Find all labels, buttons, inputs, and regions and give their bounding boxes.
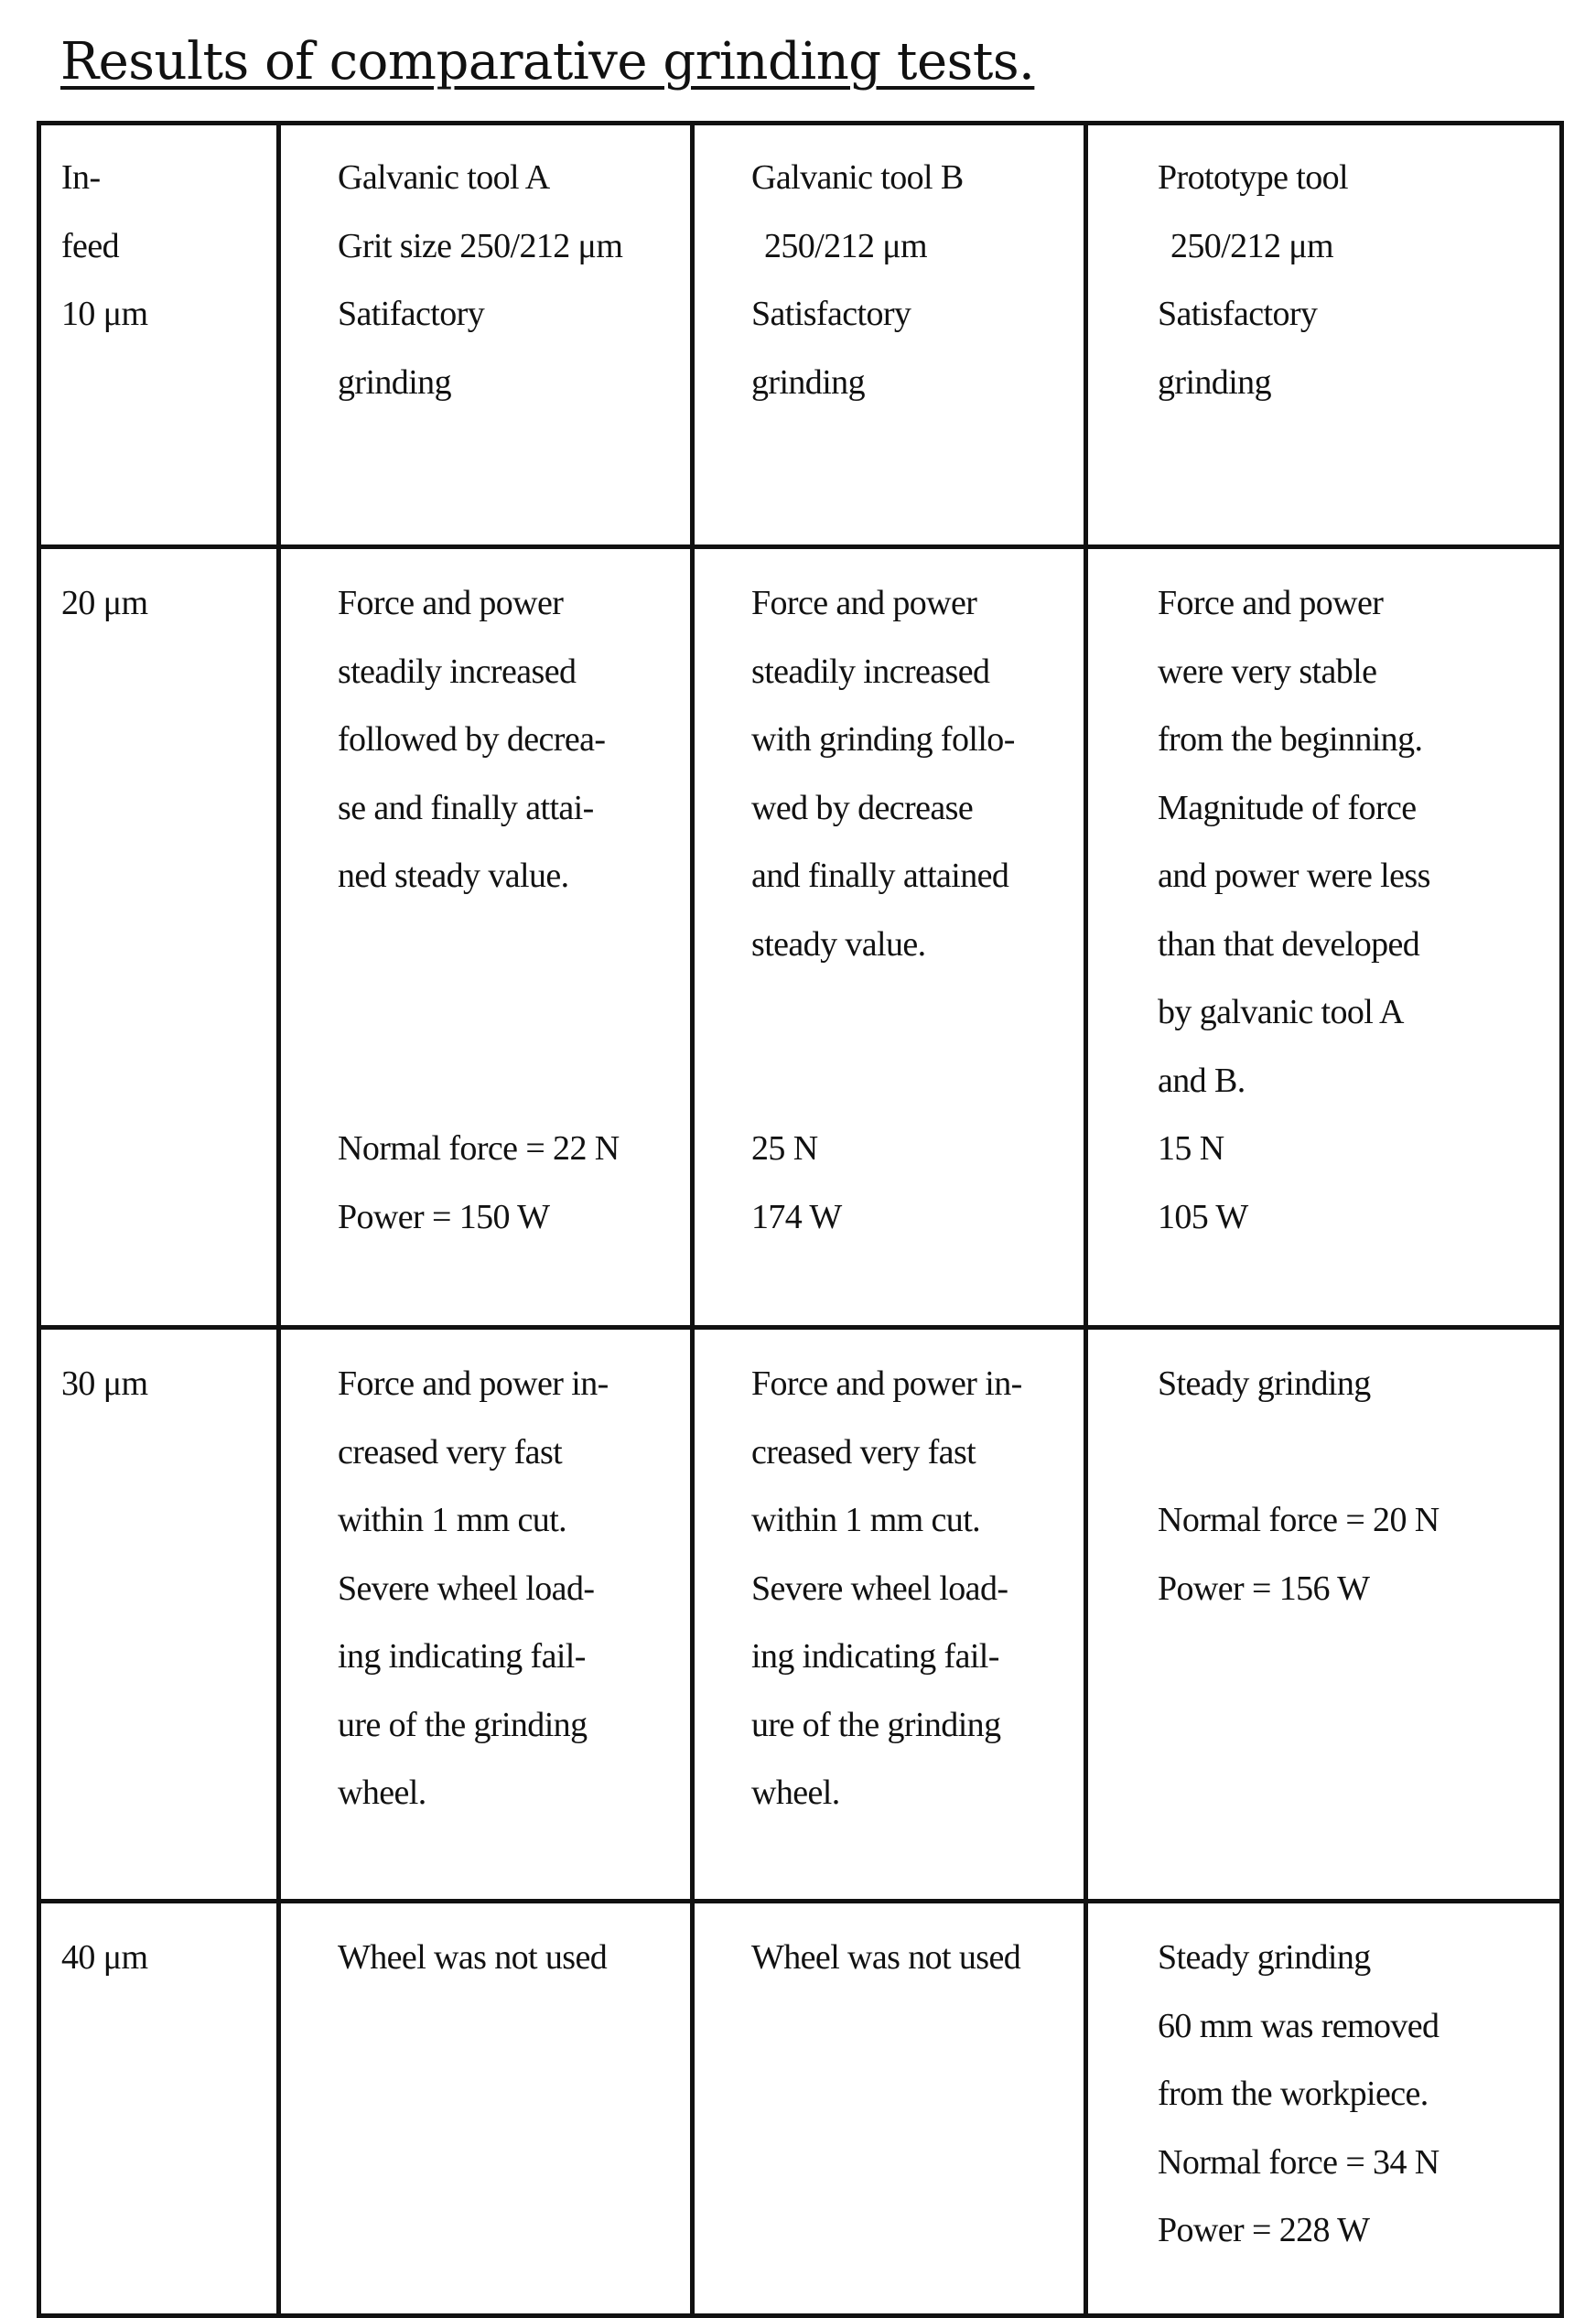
- tool-b-cell: [693, 547, 1086, 1328]
- prototype-result: Satisfactory: [1158, 295, 1318, 333]
- prototype-cell: [1086, 124, 1562, 547]
- prototype-result: Force and power: [1158, 584, 1384, 622]
- prototype-result: from the workpiece.: [1158, 2075, 1429, 2113]
- header-tool-a-name: Galvanic tool A: [338, 158, 550, 197]
- infeed-value: 30 μm: [61, 1364, 148, 1403]
- header-infeed-line: feed: [61, 226, 119, 265]
- tool-a-result: grinding: [338, 362, 451, 402]
- tool-b-result: steady value.: [751, 924, 926, 964]
- tool-b-result: and finally attained: [751, 857, 1009, 895]
- infeed-cell: [39, 1902, 279, 2316]
- infeed-value: 20 μm: [61, 584, 148, 622]
- prototype-cell: [1086, 1328, 1562, 1902]
- prototype-result: Magnitude of force: [1158, 788, 1417, 827]
- tool-b-result: grinding: [751, 362, 865, 402]
- header-tool-b-name: Galvanic tool B: [751, 158, 964, 197]
- prototype-result: by galvanic tool A: [1158, 993, 1404, 1031]
- infeed-value: 10 μm: [61, 295, 148, 333]
- tool-b-result: Force and power in-: [751, 1364, 1022, 1403]
- prototype-result: and B.: [1158, 1061, 1246, 1100]
- tool-b-result: wheel.: [751, 1774, 840, 1812]
- tool-a-result: Force and power: [338, 584, 564, 622]
- tool-b-result: ure of the grinding: [751, 1705, 1001, 1744]
- prototype-result: Steady grinding: [1158, 1938, 1371, 1977]
- table-row: [39, 1902, 1562, 2316]
- tool-b-cell: [693, 1328, 1086, 1902]
- prototype-result: Normal force = 34 N: [1158, 2142, 1440, 2182]
- prototype-result: 60 mm was removed: [1158, 2006, 1440, 2045]
- tool-b-result: Satisfactory: [751, 295, 911, 333]
- infeed-value: 40 μm: [61, 1938, 148, 1977]
- tool-a-result: ned steady value.: [338, 857, 569, 895]
- table-row: [39, 547, 1562, 1328]
- infeed-cell: [39, 1328, 279, 1902]
- tool-a-result: se and finally attai-: [338, 788, 594, 827]
- tool-a-result: Force and power in-: [338, 1364, 609, 1403]
- header-tool-b-grit: 250/212 μm: [764, 226, 927, 265]
- tool-a-cell: [279, 1902, 693, 2316]
- prototype-result: and power were less: [1158, 857, 1430, 895]
- tool-b-result: Wheel was not used: [751, 1938, 1021, 1977]
- tool-a-cell: [279, 1328, 693, 1902]
- tool-a-result: followed by decrea-: [338, 720, 606, 759]
- prototype-result: grinding: [1158, 362, 1271, 402]
- tool-a-result: ure of the grinding: [338, 1705, 588, 1744]
- tool-b-result: steadily increased: [751, 652, 990, 691]
- tool-a-cell: [279, 124, 693, 547]
- tool-a-power: Power = 150 W: [338, 1197, 550, 1236]
- tool-b-power: 174 W: [751, 1197, 842, 1236]
- prototype-power: 105 W: [1158, 1197, 1248, 1236]
- table-row: [39, 124, 1562, 547]
- header-prototype-grit: 250/212 μm: [1170, 226, 1333, 265]
- prototype-cell: [1086, 547, 1562, 1328]
- tool-b-normal-force: 25 N: [751, 1129, 818, 1168]
- prototype-result: Power = 228 W: [1158, 2211, 1370, 2249]
- infeed-cell: [39, 547, 279, 1328]
- tool-b-result: ing indicating fail-: [751, 1637, 999, 1676]
- prototype-normal-force: 15 N: [1158, 1129, 1224, 1168]
- tool-b-result: wed by decrease: [751, 788, 974, 827]
- header-tool-a-grit: Grit size 250/212 μm: [338, 226, 623, 265]
- tool-b-result: with grinding follo-: [751, 720, 1015, 759]
- tool-a-result: within 1 mm cut.: [338, 1501, 567, 1539]
- tool-b-result: within 1 mm cut.: [751, 1501, 981, 1539]
- tool-a-result: Satifactory: [338, 295, 485, 333]
- tool-b-cell: [693, 1902, 1086, 2316]
- tool-b-result: Force and power: [751, 584, 977, 622]
- prototype-result: than that developed: [1158, 924, 1420, 964]
- prototype-normal-force: Normal force = 20 N: [1158, 1501, 1440, 1539]
- tool-a-result: Wheel was not used: [338, 1938, 608, 1977]
- tool-a-cell: [279, 547, 693, 1328]
- tool-a-result: creased very fast: [338, 1432, 563, 1472]
- tool-a-normal-force: Normal force = 22 N: [338, 1129, 620, 1168]
- header-infeed-line: In-: [61, 158, 101, 197]
- tool-b-cell: [693, 124, 1086, 547]
- page-title: Results of comparative grinding tests.: [60, 32, 1035, 92]
- tool-a-result: Severe wheel load-: [338, 1569, 595, 1608]
- tool-b-result: creased very fast: [751, 1432, 976, 1472]
- tool-b-result: Severe wheel load-: [751, 1569, 1008, 1608]
- prototype-power: Power = 156 W: [1158, 1569, 1370, 1608]
- prototype-cell: [1086, 1902, 1562, 2316]
- tool-a-result: steadily increased: [338, 652, 577, 691]
- tool-a-result: ing indicating fail-: [338, 1637, 586, 1676]
- header-prototype-name: Prototype tool: [1158, 158, 1348, 197]
- prototype-result: Steady grinding: [1158, 1364, 1371, 1403]
- prototype-result: from the beginning.: [1158, 720, 1423, 759]
- tool-a-result: wheel.: [338, 1774, 426, 1812]
- table-row: [39, 1328, 1562, 1902]
- results-table: [37, 121, 1564, 2318]
- prototype-result: were very stable: [1158, 652, 1377, 691]
- infeed-cell: [39, 124, 279, 547]
